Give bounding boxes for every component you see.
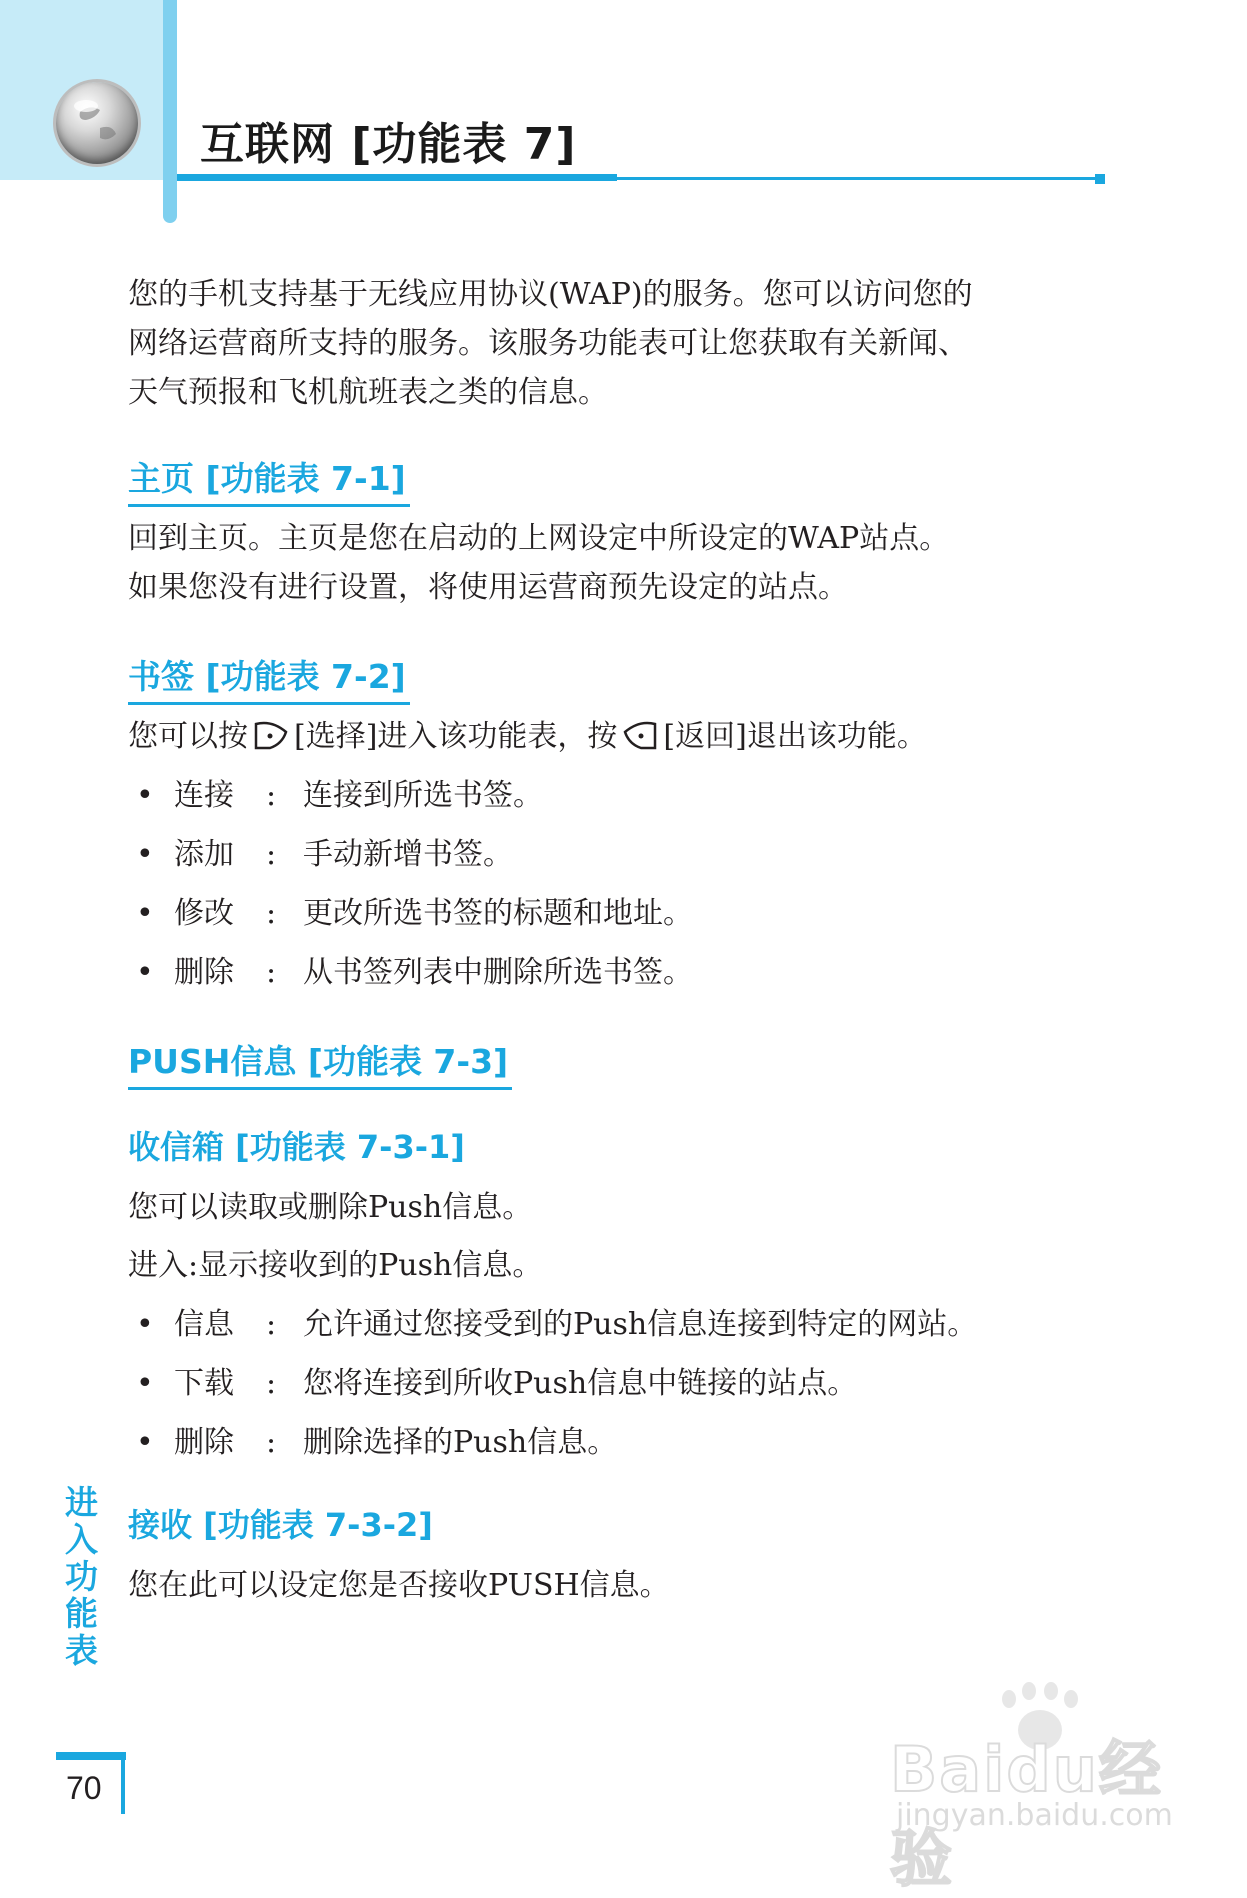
right-soft-key-icon <box>621 718 659 752</box>
left-soft-key-icon <box>252 718 290 752</box>
home-line-1: 回到主页。主页是您在启动的上网设定中所设定的WAP站点。 <box>128 521 950 556</box>
section-heading-bookmarks: 书签 [功能表 7-2] <box>128 651 410 705</box>
inbox-line-1: 您可以读取或删除Push信息。 <box>128 1190 533 1225</box>
list-item-desc: 连接到所选书签。 <box>303 778 543 813</box>
list-item-colon: : <box>266 837 277 872</box>
instruction-text-1: 您可以按 <box>128 719 248 754</box>
bookmarks-instruction <box>128 712 927 761</box>
list-item-colon: : <box>266 1307 277 1342</box>
side-tab-label: 进入功能表 <box>60 1485 99 1670</box>
baidu-watermark <box>890 1690 1190 1895</box>
page-title: 互联网 [功能表 7] <box>200 119 577 170</box>
list-item-desc: 删除选择的Push信息。 <box>303 1425 618 1460</box>
section-heading-inbox: 收信箱 [功能表 7-3-1] <box>128 1128 465 1166</box>
bullet-dot: • <box>136 896 154 931</box>
paw-toe <box>1002 1690 1016 1708</box>
list-item-term: 连接 <box>174 778 234 813</box>
globe-icon <box>56 82 138 164</box>
bullet-dot: • <box>136 955 154 990</box>
list-item-colon: : <box>266 778 277 813</box>
title-rule-end <box>1095 174 1105 184</box>
section-heading-home: 主页 [功能表 7-1] <box>128 453 410 507</box>
list-item-term: 信息 <box>174 1307 234 1342</box>
list-item-desc: 允许通过您接受到的Push信息连接到特定的网站。 <box>303 1307 978 1342</box>
list-item-colon: : <box>266 955 277 990</box>
list-item-term: 添加 <box>174 837 234 872</box>
list-item-desc: 手动新增书签。 <box>303 837 513 872</box>
list-item-desc: 您将连接到所收Push信息中链接的站点。 <box>303 1366 858 1401</box>
list-item-term: 删除 <box>174 1425 234 1460</box>
header-corner-bar <box>163 0 177 223</box>
page-number-rule <box>121 1752 125 1814</box>
receive-line-1: 您在此可以设定您是否接收PUSH信息。 <box>128 1568 670 1603</box>
intro-line-1: 您的手机支持基于无线应用协议(WAP)的服务。您可以访问您的 <box>128 277 973 312</box>
list-item-colon: : <box>266 1366 277 1401</box>
instruction-select-label: [选择]进入该功能表，按 <box>294 719 618 754</box>
title-rule <box>177 174 617 181</box>
page-number: 70 <box>66 1770 102 1806</box>
list-item-desc: 从书签列表中删除所选书签。 <box>303 955 693 990</box>
list-item-term: 删除 <box>174 955 234 990</box>
bullet-dot: • <box>136 1307 154 1342</box>
paw-toe <box>1022 1682 1036 1700</box>
page-number-bar <box>56 1752 126 1760</box>
list-item-colon: : <box>266 1425 277 1460</box>
intro-line-2: 网络运营商所支持的服务。该服务功能表可让您获取有关新闻、 <box>128 326 968 361</box>
list-item-term: 修改 <box>174 896 234 931</box>
paw-toe <box>1044 1682 1058 1700</box>
list-item-desc: 更改所选书签的标题和地址。 <box>303 896 693 931</box>
section-heading-receive: 接收 [功能表 7-3-2] <box>128 1506 433 1544</box>
bullet-dot: • <box>136 1425 154 1460</box>
watermark-url: jingyan.baidu.com <box>896 1798 1173 1833</box>
instruction-back-label: [返回]退出该功能。 <box>663 719 927 754</box>
list-item-term: 下载 <box>174 1366 234 1401</box>
bullet-dot: • <box>136 1366 154 1401</box>
watermark-logo: Baidu经验 <box>890 1733 1163 1895</box>
bullet-dot: • <box>136 837 154 872</box>
intro-line-3: 天气预报和飞机航班表之类的信息。 <box>128 375 608 410</box>
section-heading-push: PUSH信息 [功能表 7-3] <box>128 1036 512 1090</box>
list-item-colon: : <box>266 896 277 931</box>
home-line-2: 如果您没有进行设置，将使用运营商预先设定的站点。 <box>128 570 848 605</box>
paw-toe <box>1064 1690 1078 1708</box>
inbox-line-2: 进入:显示接收到的Push信息。 <box>128 1248 543 1283</box>
bullet-dot: • <box>136 778 154 813</box>
title-rule-thin <box>617 177 1097 180</box>
